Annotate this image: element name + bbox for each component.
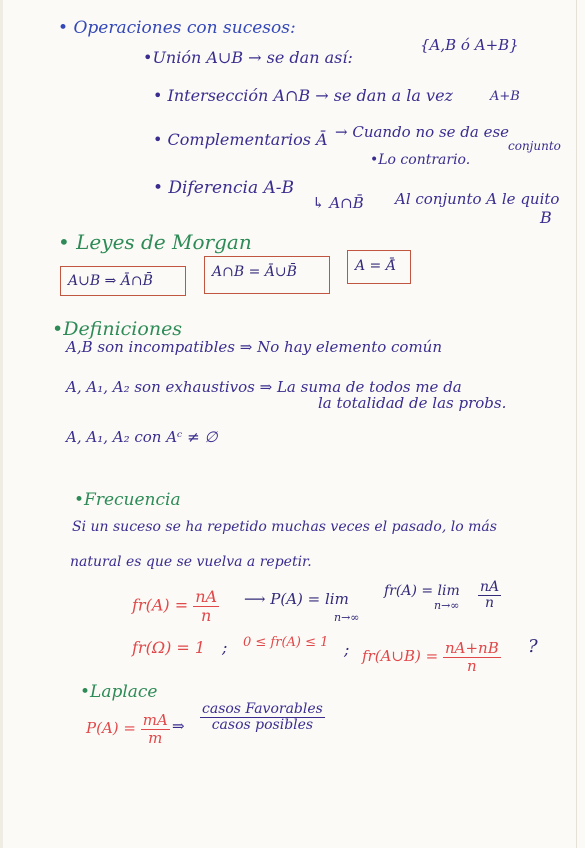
section-title-operaciones: • Operaciones con sucesos:: [58, 18, 296, 38]
laplace-explanation: $\frac{\text{casos Favorables}}{\text{casos posibles}}$: [202, 701, 323, 734]
diferencia-line: • Diferencia A-B: [153, 178, 294, 198]
diferencia-extra: B: [540, 208, 552, 227]
definicion-exhaustivos: A, A₁, A₂ son exhaustivos ⇒ La suma de todos me da: [66, 378, 462, 396]
frecuencia-omega: fr(Ω) = 1: [132, 638, 206, 657]
interseccion-extra: A+B: [490, 89, 520, 104]
diferencia-result: ↳ A∩B̄: [312, 194, 364, 212]
page-edge: [576, 0, 577, 848]
section-title-definiciones: •Definiciones: [52, 318, 183, 340]
fraction-ma-m: $\frac{mA}{m}$: [142, 711, 168, 747]
question-mark: ?: [528, 636, 538, 657]
separator-2: ;: [344, 640, 350, 659]
morgan-law-2: A∩B = Ā∪B̄: [212, 264, 297, 280]
union-set: {A,B ó A+B}: [420, 36, 519, 54]
morgan-law-3: A = Ā̄: [355, 258, 396, 274]
morgan-law-1: A∪B ⇒ Ā∩B̄: [68, 273, 153, 289]
lo-contrario: •Lo contrario.: [370, 152, 471, 168]
frecuencia-union: fr(A∪B) = $\frac{nA+nB}{n}$: [362, 639, 499, 675]
union-line: •Unión A∪B → se dan así:: [143, 48, 353, 67]
limit-sub-2: n→∞: [434, 599, 460, 612]
definicion-complemento: A, A₁, A₂ con Aᶜ ≠ ∅: [66, 428, 218, 446]
fraction-na-n-2: $\frac{nA}{n}$: [480, 579, 500, 612]
frecuencia-formula-1: fr(A) = $\frac{nA}{n}$: [132, 587, 218, 625]
interseccion-line: • Intersección A∩B → se dan a la vez: [153, 86, 453, 105]
frecuencia-limit-right: fr(A) = lim: [384, 583, 460, 599]
laplace-arrow: ⇒: [172, 717, 185, 735]
section-title-frecuencia: •Frecuencia: [74, 490, 181, 510]
complementarios-line: • Complementarios Ā: [153, 130, 328, 149]
limit-sub: n→∞: [334, 611, 360, 624]
limit-expression: ⟶ P(A) = lim: [244, 590, 349, 608]
laplace-formula: P(A) = $\frac{mA}{m}$: [86, 711, 168, 747]
frecuencia-range: 0 ≤ fr(A) ≤ 1: [243, 635, 329, 650]
page-margin: [0, 0, 3, 848]
frecuencia-text-2: natural es que se vuelva a repetir.: [70, 554, 312, 570]
section-title-morgan: • Leyes de Morgan: [58, 230, 252, 254]
fraction-nanb-n: $\frac{nA+nB}{n}$: [444, 639, 499, 675]
separator-1: ;: [222, 638, 228, 657]
definicion-exhaustivos-cont: la totalidad de las probs.: [318, 394, 507, 412]
frecuencia-text-1: Si un suceso se ha repetido muchas veces el pasado, lo más: [72, 519, 497, 535]
complementarios-desc: → Cuando no se da ese: [335, 123, 510, 141]
section-title-laplace: •Laplace: [80, 682, 158, 702]
diferencia-desc: Al conjunto A le quito: [395, 190, 560, 208]
fraction-na-n: $\frac{nA}{n}$: [195, 587, 218, 625]
complementarios-extra: conjunto: [508, 139, 561, 153]
definicion-incompatibles: A,B son incompatibles ⇒ No hay elemento común: [66, 338, 442, 356]
